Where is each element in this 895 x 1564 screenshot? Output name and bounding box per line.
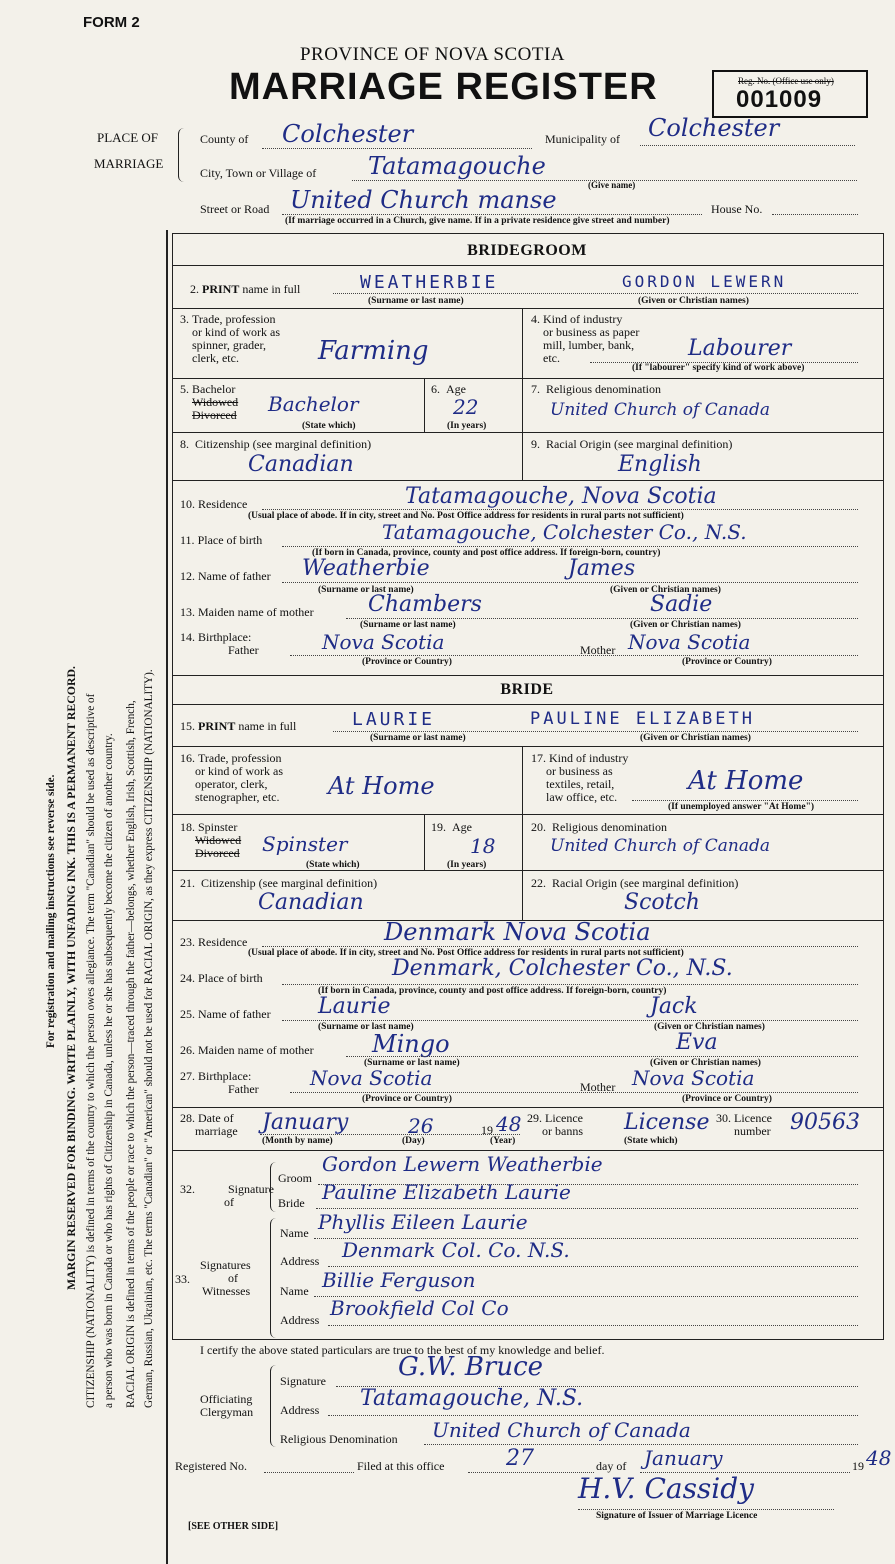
bride-signature: Pauline Elizabeth Laurie xyxy=(322,1180,571,1204)
bride-pob-sub: (If born in Canada, province, county and post office address. If foreign-born, country) xyxy=(318,986,667,996)
bride-given-sub: (Given or Christian names) xyxy=(640,733,751,743)
street-note: (If marriage occurred in a Church, give name. If in a private residence give street and number) xyxy=(285,216,670,226)
filed-year-prefix: 19 xyxy=(852,1459,864,1473)
bride-father-given: Jack xyxy=(650,994,698,1019)
groom-signature: Gordon Lewern Weatherbie xyxy=(322,1152,603,1176)
in-years-sub: (In years) xyxy=(447,421,487,431)
street-value: United Church manse xyxy=(290,186,557,214)
witness2-name-label: Name xyxy=(280,1284,309,1298)
bride-religion-label: 20. Religious denomination xyxy=(531,820,667,834)
day-sub: (Day) xyxy=(402,1136,425,1146)
year-prefix: 19 xyxy=(481,1123,493,1137)
witness1-name-label: Name xyxy=(280,1226,309,1240)
bride-mother-label: 26. Maiden name of mother xyxy=(180,1043,314,1057)
father-surname-sub: (Surname or last name) xyxy=(318,585,414,595)
side-mailing-note: For registration and mailing instructions see reverse side. xyxy=(45,774,57,1048)
clergy-signature: G.W. Bruce xyxy=(398,1352,544,1382)
given-sub: (Given or Christian names) xyxy=(638,296,749,306)
bride-father-birthplace: Nova Scotia xyxy=(310,1066,433,1090)
groom-mother-birthplace: Nova Scotia xyxy=(628,630,751,654)
bride-residence-label: 23. Residence xyxy=(180,935,248,949)
groom-father-given: James xyxy=(568,556,636,581)
side-citizenship-def-2: a person who was born in Canada or who has rights of Citizenship in Canada, unless he or she has subsequently become the citizen of another country. xyxy=(103,733,115,1408)
marriage-month: January xyxy=(262,1110,349,1135)
industry-sub: (If "labourer" specify kind of work above) xyxy=(632,363,805,373)
bride-racial-label: 22. Racial Origin (see marginal definition) xyxy=(531,876,739,890)
marriage-date-label: 28. Date of marriage xyxy=(180,1111,238,1138)
state-which-sub: (State which) xyxy=(302,421,356,431)
groom-age-value: 22 xyxy=(453,395,479,419)
bride-mother-given: Eva xyxy=(676,1030,718,1055)
witness1-address: Denmark Col. Co. N.S. xyxy=(342,1238,570,1262)
clergy-signature-label: Signature xyxy=(280,1374,326,1388)
issuer-label: Signature of Issuer of Marriage Licence xyxy=(596,1511,758,1521)
give-name-note: (Give name) xyxy=(588,180,636,190)
mother-word: Mother xyxy=(580,643,616,657)
bride-mother-prov-sub: (Province or Country) xyxy=(682,1094,772,1104)
municipality-label: Municipality of xyxy=(545,132,620,146)
bride-status-label: 18. Spinster Widowed Divorced xyxy=(180,820,242,860)
province-heading: PROVINCE OF NOVA SCOTIA xyxy=(299,44,566,65)
certify-statement: I certify the above stated particulars are true to the best of my knowledge and belief. xyxy=(200,1343,605,1357)
filed-year: 48 xyxy=(866,1446,892,1470)
bride-surname: LAURIE xyxy=(352,709,436,730)
bride-pob-label: 24. Place of birth xyxy=(180,971,263,985)
bride-father-surname: Laurie xyxy=(318,994,391,1019)
groom-religion-value: United Church of Canada xyxy=(550,400,770,420)
bride-mother-birthplace: Nova Scotia xyxy=(632,1066,755,1090)
clergy-religion-label: Religious Denomination xyxy=(280,1432,398,1446)
bride-heading: BRIDE xyxy=(500,681,554,698)
witnesses-number: 33. xyxy=(175,1272,190,1286)
bride-age-label: 19. Age xyxy=(431,820,472,834)
bride-father-label: 25. Name of father xyxy=(180,1007,271,1021)
witness1-name: Phyllis Eileen Laurie xyxy=(318,1210,528,1234)
groom-citizenship-label: 8. Citizenship (see marginal definition) xyxy=(180,437,372,451)
clergyman-label: Officiating Clergyman xyxy=(200,1392,254,1419)
bride-trade-value: At Home xyxy=(328,772,435,800)
bride-years-sub: (In years) xyxy=(447,860,487,870)
bride-word: Bride xyxy=(278,1196,305,1210)
clergy-address: Tatamagouche, N.S. xyxy=(360,1386,584,1411)
county-label: County of xyxy=(200,132,249,146)
filed-day: 27 xyxy=(506,1446,534,1471)
side-racial-def-2: German, Russian, Ukrainian, etc. The terms "Canadian" or "American" should not be used for RACIAL ORIGIN, as they express CITIZENSHIP (NATIONALITY). xyxy=(143,669,155,1408)
witness1-address-label: Address xyxy=(280,1254,320,1268)
year-sub: (Year) xyxy=(490,1136,516,1146)
groom-status-label: 5. Bachelor Widowed Divorced xyxy=(180,382,239,422)
groom-name-label: 2. PRINT name in full xyxy=(190,282,301,296)
groom-residence-label: 10. Residence xyxy=(180,497,248,511)
bride-citizenship-value: Canadian xyxy=(258,890,364,915)
bride-residence-value: Denmark Nova Scotia xyxy=(384,918,651,946)
groom-pob-label: 11. Place of birth xyxy=(180,533,263,547)
bride-surname-sub: (Surname or last name) xyxy=(370,733,466,743)
city-label: City, Town or Village of xyxy=(200,166,317,180)
place-label: PLACE OF xyxy=(97,130,159,145)
groom-status-value: Bachelor xyxy=(268,392,359,416)
groom-pob-value: Tatamagouche, Colchester Co., N.S. xyxy=(382,520,747,544)
surname-sub: (Surname or last name) xyxy=(368,296,464,306)
bride-citizenship-label: 21. Citizenship (see marginal definition) xyxy=(180,876,378,890)
father-prov-sub: (Province or Country) xyxy=(362,657,452,667)
licence-number-label: 30. Licence number xyxy=(716,1111,772,1138)
registration-number: 001009 xyxy=(736,86,823,113)
licence-number-value: 90563 xyxy=(790,1110,860,1135)
side-binding-note: MARGIN RESERVED FOR BINDING. WRITE PLAINLY, WITH UNFADING INK. THIS IS A PERMANENT RECORD. xyxy=(64,666,78,1290)
licence-value: License xyxy=(624,1110,710,1135)
bride-mother-given-sub: (Given or Christian names) xyxy=(650,1058,761,1068)
house-label: House No. xyxy=(711,202,763,216)
filed-month: January xyxy=(644,1446,723,1470)
licence-label: 29. Licence or banns xyxy=(527,1111,583,1138)
brace xyxy=(178,128,191,182)
bride-father-prov-sub: (Province or Country) xyxy=(362,1094,452,1104)
bride-religion-value: United Church of Canada xyxy=(550,836,770,856)
groom-industry-value: Labourer xyxy=(688,336,792,361)
issuer-signature: H.V. Cassidy xyxy=(578,1472,754,1505)
groom-religion-label: 7. Religious denomination xyxy=(531,382,661,396)
groom-given-names: GORDON LEWERN xyxy=(622,272,787,291)
groom-citizenship-value: Canadian xyxy=(248,452,354,477)
bride-mother-word: Mother xyxy=(580,1080,616,1094)
bridegroom-heading: BRIDEGROOM xyxy=(467,242,587,259)
clergy-address-label: Address xyxy=(280,1403,320,1417)
groom-age-label: 6. Age xyxy=(431,382,466,396)
pob-sub: (If born in Canada, province, county and post office address. If foreign-born, country) xyxy=(312,548,661,558)
witness2-address: Brookfield Col Co xyxy=(330,1296,509,1320)
bride-industry-label: 17. Kind of industry or business as textiles, retail, law office, etc. xyxy=(531,751,629,804)
street-label: Street or Road xyxy=(200,202,270,216)
month-sub: (Month by name) xyxy=(262,1136,333,1146)
groom-father-label: 12. Name of father xyxy=(180,569,271,583)
clergy-religion: United Church of Canada xyxy=(432,1418,691,1442)
groom-racial-value: English xyxy=(618,452,702,477)
witness2-name: Billie Ferguson xyxy=(322,1268,476,1292)
bride-racial-value: Scotch xyxy=(624,890,700,915)
side-citizenship-def: CITIZENSHIP (NATIONALITY) is defined in terms of the country to which the person owes allegiance. The term "Canadian" should be used as descriptive of xyxy=(85,693,97,1408)
groom-mother-label: 13. Maiden name of mother xyxy=(180,605,314,619)
bride-industry-sub: (If unemployed answer "At Home") xyxy=(668,802,815,812)
groom-trade-value: Farming xyxy=(318,336,429,366)
groom-residence-value: Tatamagouche, Nova Scotia xyxy=(405,484,717,509)
bride-age-value: 18 xyxy=(470,834,496,858)
bride-mother-surname: Mingo xyxy=(372,1030,450,1058)
groom-word: Groom xyxy=(278,1171,312,1185)
form-number: FORM 2 xyxy=(83,14,140,31)
groom-birthplace-label: 14. Birthplace: Father xyxy=(180,630,259,657)
bride-name-label: 15. PRINT name in full xyxy=(180,719,297,733)
groom-trade-label: 3. Trade, profession or kind of work as spinner, grader, clerk, etc. xyxy=(180,312,280,365)
marriage-year: 48 xyxy=(496,1112,522,1136)
bride-status-value: Spinster xyxy=(262,832,348,856)
witness2-address-label: Address xyxy=(280,1313,320,1327)
bride-trade-label: 16. Trade, profession or kind of work as operator, clerk, stenographer, etc. xyxy=(180,751,283,804)
day-of-label: day of xyxy=(596,1459,627,1473)
side-racial-def: RACIAL ORIGIN is defined in terms of the people or race to which the person—traced through the father—belongs, whether English, Irish, Scottish, French, xyxy=(125,700,137,1408)
groom-father-surname: Weatherbie xyxy=(302,556,430,581)
bride-pob-value: Denmark, Colchester Co., N.S. xyxy=(392,956,733,981)
bride-residence-sub: (Usual place of abode. If in city, street and No. Post Office address for residents in rural parts not sufficient) xyxy=(248,948,684,958)
groom-mother-given: Sadie xyxy=(650,592,713,617)
marriage-day: 26 xyxy=(408,1114,434,1138)
margin-line xyxy=(166,230,168,1564)
municipality-value: Colchester xyxy=(648,114,780,142)
see-other-side: [SEE OTHER SIDE] xyxy=(188,1521,279,1532)
bride-birthplace-label: 27. Birthplace: Father xyxy=(180,1069,259,1096)
bride-given-names: PAULINE ELIZABETH xyxy=(530,709,755,729)
witnesses-label: Signatures of Witnesses xyxy=(200,1258,251,1298)
bride-state-sub: (State which) xyxy=(306,860,360,870)
licence-sub: (State which) xyxy=(624,1136,678,1146)
mother-surname-sub: (Surname or last name) xyxy=(360,620,456,630)
registered-label: Registered No. xyxy=(175,1459,247,1473)
county-value: Colchester xyxy=(282,120,414,148)
registration-box xyxy=(712,70,868,118)
reg-no-label: Reg. No. (Office use only) xyxy=(738,76,834,86)
page-title: MARRIAGE REGISTER xyxy=(229,66,658,108)
mother-prov-sub: (Province or Country) xyxy=(682,657,772,667)
bride-father-given-sub: (Given or Christian names) xyxy=(654,1022,765,1032)
place-label-2: MARRIAGE xyxy=(94,156,164,171)
father-given-sub: (Given or Christian names) xyxy=(610,585,721,595)
groom-surname: WEATHERBIE xyxy=(360,272,499,293)
mother-given-sub: (Given or Christian names) xyxy=(630,620,741,630)
groom-industry-label: 4. Kind of industry or business as paper mill, lumber, bank, etc. xyxy=(531,312,640,365)
bride-mother-surname-sub: (Surname or last name) xyxy=(364,1058,460,1068)
signature-of-label: 32. Signature of xyxy=(180,1182,274,1209)
city-value: Tatamagouche xyxy=(368,152,546,180)
residence-sub: (Usual place of abode. If in city, street and No. Post Office address for residents in rural parts not sufficient) xyxy=(248,511,684,521)
groom-racial-label: 9. Racial Origin (see marginal definition) xyxy=(531,437,733,451)
groom-mother-surname: Chambers xyxy=(368,592,482,617)
filed-label: Filed at this office xyxy=(357,1459,445,1473)
bride-father-surname-sub: (Surname or last name) xyxy=(318,1022,414,1032)
bride-industry-value: At Home xyxy=(688,766,804,796)
groom-father-birthplace: Nova Scotia xyxy=(322,630,445,654)
